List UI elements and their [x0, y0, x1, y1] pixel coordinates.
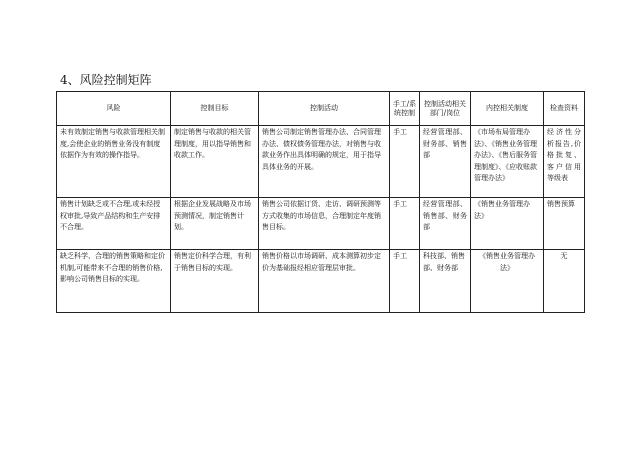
cell-control-activity: 销售公司依据订货、走访、调研预测等方式收集的市场信息，合理制定年度销售目标。	[259, 198, 390, 250]
table-row	[57, 198, 585, 250]
header-control-objective: 控制目标	[171, 92, 259, 126]
cell-control-objective: 根据企业发展战略及市场预测情况，制定销售计划。	[171, 198, 259, 250]
cell-internal-policy: 《销售业务管理办法》	[471, 198, 544, 250]
cell-control-activity: 销售公司制定销售管理办法、合同管理办法、债权债务管理办法，对销售与收款业务作出具体明确的规定，用于指导具体业务的开展。	[259, 126, 390, 198]
header-risk: 风险	[57, 92, 171, 126]
cell-internal-policy: 《销售业务管理办法》	[471, 250, 544, 313]
section-title: 4、风险控制矩阵	[60, 73, 152, 87]
cell-risk: 缺乏科学、合理的销售策略和定价机制,可能带来不合理的销售价格,影响公司销售目标的实现。	[57, 250, 171, 313]
header-control-method: 手工/系统控制	[390, 92, 420, 126]
cell-related-department: 经营管理部、销售部、财务部	[420, 198, 471, 250]
header-evidence: 检查资料	[544, 92, 585, 126]
header-internal-policy: 内控相关制度	[471, 92, 544, 126]
cell-evidence: 无	[544, 250, 585, 313]
table-row	[57, 250, 585, 313]
table-row	[57, 126, 585, 198]
cell-risk: 未有效制定销售与收款管理相关制度,会使企业的销售业务没有制度依据作为有效的操作指导。	[57, 126, 171, 198]
table-header-row	[57, 92, 585, 126]
cell-control-method: 手工	[390, 250, 420, 313]
cell-related-department: 经营管理部、财务部、销售部	[420, 126, 471, 198]
cell-control-method: 手工	[390, 126, 420, 198]
cell-evidence: 销售预算	[544, 198, 585, 250]
cell-control-method: 手工	[390, 198, 420, 250]
cell-risk: 销售计划缺乏或不合理,或未经授权审批,导致产品结构和生产安排不合理。	[57, 198, 171, 250]
header-related-department: 控制活动相关部门/岗位	[420, 92, 471, 126]
cell-related-department: 科技部、销售部、财务部	[420, 250, 471, 313]
header-control-activity: 控制活动	[259, 92, 390, 126]
cell-control-objective: 销售定价科学合理，有利于销售目标的实现。	[171, 250, 259, 313]
cell-evidence: 经济性分析报告,价格批复、客户信用等级表	[544, 126, 585, 198]
risk-control-matrix-table	[56, 91, 585, 313]
cell-control-objective: 制定销售与收款的相关管理制度，用以指导销售和收款工作。	[171, 126, 259, 198]
cell-control-activity: 销售价格以市场调研、成本测算初步定价为基础报经相应管理层审批。	[259, 250, 390, 313]
cell-internal-policy: 《市场布局管理办法》、《销售业务管理办法》、《售后服务管理制度》、《应收账款管理办法》	[471, 126, 544, 198]
